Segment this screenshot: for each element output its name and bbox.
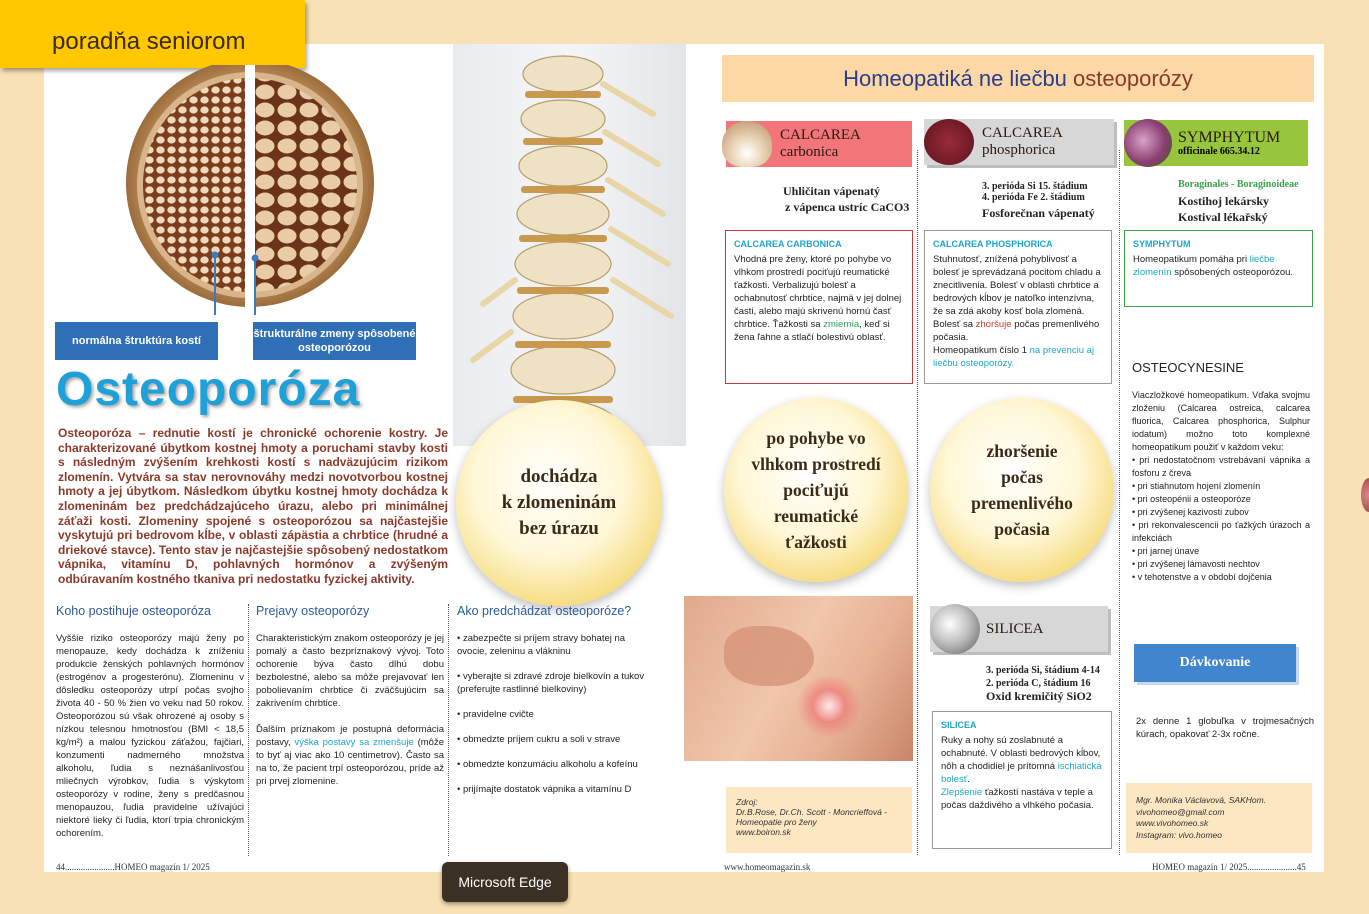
osteo-item: • pri nedostatočnom vstrebávaní vápnika a fosforu z čreva [1132, 455, 1310, 478]
bubble-fractures-line: bez úrazu [519, 518, 599, 539]
col-divider [917, 150, 918, 855]
symph-name: SYMPHYTUM [1178, 129, 1281, 146]
osteo-item: • pri jarnej únave [1132, 546, 1200, 556]
calc-phos-box-text: počas premenlivého počasia. [933, 319, 1100, 343]
calc-carb-name: CALCAREA [780, 127, 861, 143]
article-title: Osteoporóza [56, 363, 361, 416]
bubble-fractures [456, 400, 662, 606]
dosage-label: Dávkovanie [1179, 655, 1251, 670]
list-item: • zabezpečte si príjem stravy bohatej na ovocie, zeleninu a vlákninu [457, 633, 626, 657]
calc-phos-sub-line: 3. perióda Si 15. štádium [982, 181, 1088, 192]
dosage-text: 2x denne 1 globuľka v trojmesačných kúrach, opakovať 2-3x ročne. [1136, 716, 1314, 740]
pain-glow [794, 676, 864, 736]
symph-name: officinale 665.34.12 [1178, 146, 1260, 157]
bubble-humidity-line: pociťujú [783, 480, 849, 500]
silicea-box-text: ťažkostí nastáva v teple a počas daždivého a vlhkého počasia. [941, 787, 1094, 811]
calc-phos-box [924, 230, 1112, 384]
right-title-bar [722, 55, 1314, 102]
author-box [1126, 783, 1312, 853]
spine-image [453, 44, 686, 446]
source-line: Dr.B.Rose, Dr.Ch. Scott - Moncrieffová - [736, 807, 887, 817]
silicea-name: SILICEA [986, 620, 1044, 637]
calc-phos-name: CALCAREA [982, 125, 1063, 141]
osteo-text [1132, 389, 1310, 584]
silicea-header [930, 606, 1108, 652]
taskbar-tooltip [442, 862, 568, 902]
bubble-humidity-line: po pohybe vo [766, 428, 866, 448]
list-item: • pravidelne cvičte [457, 709, 534, 720]
calc-carb-box [725, 230, 913, 384]
col-divider [248, 604, 249, 856]
symph-box-text: spôsobených osteoporózou. [1171, 267, 1294, 278]
hand-shape [724, 626, 814, 686]
dosage-label-bar [1134, 644, 1296, 682]
col-divider [448, 604, 449, 856]
bubble-weather-line: počas [1001, 467, 1043, 487]
page-edge-marker [1361, 478, 1369, 512]
silicea-highlight: ischiatická bolesť [941, 761, 1102, 785]
source-box [726, 787, 912, 853]
bubble-weather [930, 398, 1114, 582]
calc-phos-box-title: CALCAREA PHOSPHORICA [933, 239, 1053, 249]
calc-phos-sub [982, 181, 1095, 219]
silicea-box [932, 711, 1112, 849]
calc-carb-sub-line: Uhličitan vápenatý [783, 184, 881, 198]
section-tag-text: poradňa seniorom [52, 28, 246, 55]
author-line: vivohomeo@gmail.com [1136, 806, 1225, 817]
silicea-sub-line: 3. perióda Si, štádium 4-14 [986, 665, 1100, 676]
osteo-item: • pri zvýšenej kazivosti zubov [1132, 507, 1249, 517]
col3-heading: Ako predchádzať osteoporóze? [457, 604, 632, 618]
prevention-list [457, 632, 647, 808]
vertebrae-drawing [453, 44, 686, 446]
label-structural-changes [253, 322, 416, 360]
calc-carb-sub [783, 183, 909, 215]
osteo-heading: OSTEOCYNESINE [1132, 360, 1244, 375]
symph-header [1124, 120, 1308, 166]
powder-icon [924, 119, 974, 165]
silicea-sub [986, 664, 1100, 703]
bubble-weather-line: počasia [994, 519, 1050, 539]
right-title-highlight: osteoporózy [1073, 65, 1193, 91]
author-line: Instagram: vivo.homeo [1136, 829, 1222, 840]
bubble-weather-line: zhoršenie [986, 441, 1058, 461]
calc-carb-name: carbonica [780, 144, 839, 160]
col2-heading: Prejavy osteoporózy [256, 604, 370, 618]
bubble-humidity-line: reumatické [773, 506, 859, 526]
calc-carb-highlight: zmiernia [823, 319, 860, 330]
bubble-fractures-line: k zlomeninám [501, 492, 617, 513]
intro-paragraph: Osteoporóza – rednutie kostí je chronické ochorenie kostry. Je charakterizované úbytkom kostnej hmoty a poruchami stavby kosti s následným zvýšením krehkosti kostí s nadväzujúcim rizikom zlomenín. Vytvára sa stav nerovnováhy medzi novotvorbou kostnej hmoty a jej úbytkom. Následkom úbytku kostnej hmoty dochádza k zlomeninám bez predchádzajúceho úrazu, alebo pri minimálnej záťaži kosti. Zlomeniny spojené s osteoporózou sa najčastejšie vyskytujú pri bedrovom kĺbe, v oblasti zápästia a chrbtice (hrudné a driekové stavce). Tento stav je najčastejšie spôsobený nedostatkom vápnika, vitamínu D, pohlavných hormónov a zvýšeným odbúravaním kostného tkaniva pri nedostatku fyzickej aktivity. [58, 426, 448, 586]
calc-carb-sub-line: z vápenca ustríc CaCO3 [785, 200, 910, 214]
label-normal-structure [55, 322, 218, 360]
calc-carb-header [726, 121, 912, 167]
calc-phos-sub-line: 4. perióda Fe 2. štádium [982, 192, 1085, 203]
list-item: • obmedzte príjem cukru a soli v strave [457, 734, 621, 745]
symph-box-title: SYMPHYTUM [1133, 239, 1191, 249]
silicea-highlight: Zlepšenie [941, 787, 983, 798]
list-item: • prijímajte dostatok vápnika a vitamínu D [457, 784, 632, 795]
col1-text: Vyššie riziko osteoporózy majú ženy po menopauze, kedy dochádza k zníženiu produkcie ženských pohlavných hormónov (estrogénov a progesterónu). Zlomeninu v dôsledku osteoporózy utrpí počas svojho života 40 - 50 % žien vo veku nad 50 rokov. Osteoporózou sú však ohrozené aj osoby s nízkou telesnou hmotnosťou (BMI < 18,5 kg/m²) a malou fyzickou záťažou, fajčiari, konzumenti nadmerného množstva alkoholu, ľudia s neznášanlivosťou mliečnych výrobkov, ľudia s výskytom osteoporózy v rodine, ženy s predčasnou menopauzou, ľudia pravidelne užívajúci niektoré lieky či ľudia, ktorí trpia chronickým ochorením. [56, 633, 244, 839]
col1-heading: Koho postihuje osteoporóza [56, 604, 211, 618]
symph-family: Boraginales - Boraginoideae [1178, 179, 1299, 190]
osteo-item: • pri osteopénii a osteoporóze [1132, 494, 1251, 504]
author-line: Mgr. Monika Václavová, SAKHom. [1136, 795, 1267, 805]
osteo-intro: Viaczložkové homeopatikum. Vďaka svojmu zloženiu (Calcarea ostreica, calcarea fluorica, Calcarea phosphorica, Sulphur iodatum) možno toto komplexné homeopatikum použiť v každom veku: [1132, 390, 1310, 452]
source-line: Homeopatie pro ženy [736, 817, 817, 827]
silicea-box-title: SILICEA [941, 720, 977, 730]
tooltip-text: Microsoft Edge [458, 874, 552, 890]
right-title-part: Homeopatiká ne liečbu [843, 65, 1074, 91]
crystal-icon [930, 604, 980, 654]
right-footer-page: HOMEO magazín 1/ 2025......................45 [1152, 862, 1306, 872]
bubble-humidity [724, 398, 908, 582]
left-footer: 44......................HOMEO magazín 1/ 2025 [56, 862, 210, 872]
list-item: • vyberajte si zdravé zdroje bielkovín a tukov (preferujte rastlinné bielkoviny) [457, 671, 645, 695]
right-footer-url: www.homeomagazin.sk [724, 862, 811, 872]
calc-phos-name: phosphorica [982, 142, 1056, 158]
source-line: www.boiron.sk [736, 827, 791, 837]
calc-carb-box-title: CALCAREA CARBONICA [734, 239, 842, 249]
silicea-sub-line: 2. perióda C, štádium 16 [986, 678, 1091, 689]
col2-paragraph [256, 723, 444, 788]
back-pain-photo [684, 596, 913, 761]
col2-text-part: (môže to byť aj viac ako 10 centimetrov). Často sa na to, že pacient trpí osteoporózou, príde až pri prvej zlomenine. [256, 737, 444, 787]
calc-phos-highlight: zhoršuje [975, 319, 1012, 330]
calc-phos-box-text: Homeopatikum číslo 1 [933, 345, 1030, 356]
calc-phos-box-text: Stuhnutosť, znížená pohyblivosť a bolesť je sprevádzaná pocitom chladu a znecitlivenia. Bolesť v oblasti chrbtice a bedrových kĺbov je natoľko intenzívna, že sa zdá akoby kosť bola zlomená. Bolesť sa [933, 254, 1101, 330]
osteo-item: • pri stiahnutom hojení zlomenín [1132, 481, 1261, 491]
calc-phos-highlight: na prevenciu aj liečbu osteoporózy. [933, 345, 1095, 369]
bone-cross-section-image [100, 65, 400, 315]
col2-text-part: Ďalším príznakom je postupná deformácia postavy, [256, 724, 444, 748]
col-divider [1119, 150, 1120, 855]
symph-box [1124, 230, 1313, 307]
col2-highlight: výška postavy sa zmenšuje [294, 737, 414, 748]
bubble-weather-line: premenlivého [971, 493, 1073, 513]
silicea-box-text: . [967, 774, 970, 785]
symph-highlight: liečbe zlomenín [1133, 254, 1275, 278]
symph-sub-line: Kostihoj lekársky [1178, 194, 1270, 208]
source-label: Zdroj: [736, 797, 758, 807]
bubble-humidity-line: ťažkosti [785, 532, 847, 552]
calc-phos-header [924, 119, 1114, 165]
bubble-humidity-line: vlhkom prostredí [751, 454, 881, 474]
calc-carb-box-text: , keď si žena ľahne a stlačí bolestivú oblasť. [734, 319, 890, 343]
label-changes-text: štrukturálne zmeny spôsobené osteoporózou [253, 328, 416, 354]
author-line: www.vivohomeo.sk [1136, 818, 1209, 828]
calc-phos-sub-line: Fosforečnan vápenatý [982, 206, 1095, 220]
symph-box-text: Homeopatikum pomáha pri [1133, 254, 1250, 265]
osteo-item: • v tehotenstve a v období dojčenia [1132, 572, 1272, 582]
calc-carb-box-text: Vhodná pre ženy, ktoré po pohybe vo vlhkom prostredí pociťujú reumatické ťažkosti. Verbalizujú bolesť a ochabnutosť chrbtice, najmä v jej dolnej časti, alebo majú skrivenú hornú časť chrbtice. Ťažkosti sa [734, 254, 902, 330]
section-tag [0, 0, 305, 68]
osteo-item: • pri zvýšenej lámavosti nechtov [1132, 559, 1260, 569]
symph-sub [1178, 177, 1299, 225]
col2-text [256, 632, 444, 788]
silicea-box-text: Ruky a nohy sú zoslabnuté a ochabnuté. V oblasti bedrových kĺbov, nôh a chodidiel je prítomná [941, 735, 1101, 772]
osteo-item: • pri rekonvalescencii po ťažkých úrazoch a infekciách [1132, 520, 1310, 543]
label-normal-text: normálna štruktúra kostí [72, 335, 201, 347]
col2-paragraph: Charakteristickým znakom osteoporózy je jej pomalý a často bezpríznakový vývoj. Toto ochorenie býva často dlhú dobu bezbolestné, alebo sa môže prejavovať len pobolievaním chrbtice či zväčšujúcim sa zakrivením chrbtice. [256, 633, 444, 709]
shell-icon [722, 121, 772, 167]
bubble-fractures-line: dochádza [520, 466, 598, 487]
flower-icon [1124, 119, 1172, 167]
list-item: • obmedzte konzumáciu alkoholu a kofeínu [457, 759, 638, 770]
symph-sub-line: Kostival lékařský [1178, 210, 1268, 224]
silicea-sub-line: Oxid kremičitý SiO2 [986, 689, 1092, 703]
